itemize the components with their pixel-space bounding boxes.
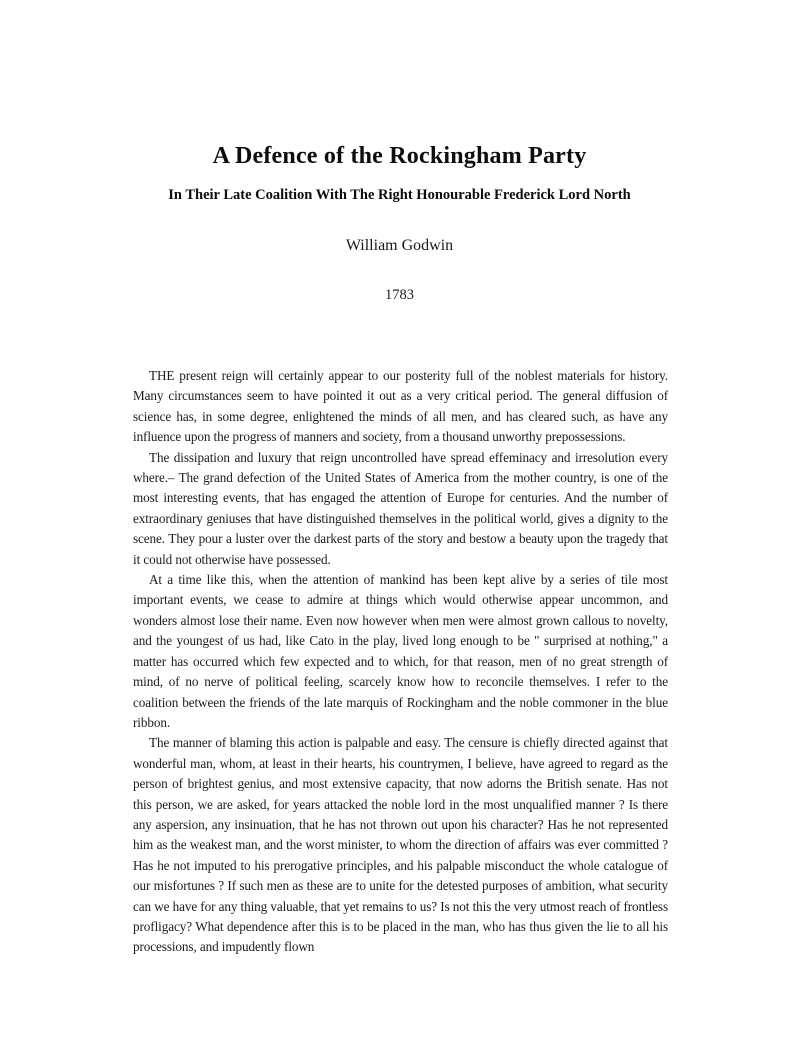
paragraph: The dissipation and luxury that reign uncontrolled have spread effeminacy and irresolution every where.– The grand defection of the United States of America from the mother country, is one of the most interesting events, that has engaged the attention of Europe for centuries. And the number of extraordinary geniuses that have distinguished themselves in the political world, gives a dignity to the scene. They pour a luster over the darkest parts of the story and bestow a beauty upon the tragedy that it could not otherwise have possessed. [133,449,668,567]
document-body [133,366,668,958]
paragraph: The manner of blaming this action is palpable and easy. The censure is chiefly directed against that wonderful man, whom, at least in their hearts, his countrymen, I believe, have agreed to regard as the person of brightest genius, and most extensive capacity, that now adorns the British senate. Has not this person, we are asked, for years attacked the noble lord in the most unqualified manner ? Is there any aspersion, any insinuation, that he has not thrown out upon his character? Has he not represented him as the weakest man, and the worst minister, to whom the direction of affairs was ever committed ? Has he not imputed to his prerogative principles, and his palpable misconduct the whole catalogue of our misfortunes ? If such men as these are to unite for the detested purposes of ambition, what security can we have for any thing valuable, that yet remains to us? Is not this the very utmost reach of frontless profligacy? What dependence after this is to be placed in the man, who has thus given the lie to all his processions, and impudently flown [133,735,668,955]
publication-year: 1783 [385,287,414,303]
page-title: A Defence of the Rockingham Party [212,143,587,169]
paragraph: THE present reign will certainly appear to our posterity full of the noblest materials for history. Many circumstances seem to have pointed it out as a very critical period. The general diffusion of science has, in some degree, enlightened the minds of all men, and has cleared such, as have any influence upon the progress of manners and society, from a thousand unworthy prepossessions. [133,368,668,445]
paragraph: At a time like this, when the attention of mankind has been kept alive by a series of tile most important events, we cease to admire at things which would otherwise appear uncommon, and wonders almost lose their name. Even now however when men were almost grown callous to novelty, and the youngest of us had, like Cato in the play, lived long enough to be " surprised at nothing," a matter has occurred which few expected and to which, for that reason, men of no great strength of mind, of no nerve of political feeling, scarcely know how to reconcile themselves. I refer to the coalition between the friends of the late marquis of Rockingham and the noble commoner in the blue ribbon. [133,572,668,730]
author-name: William Godwin [345,237,454,254]
page-subtitle: In Their Late Coalition With The Right Honourable Frederick Lord North [168,187,631,203]
